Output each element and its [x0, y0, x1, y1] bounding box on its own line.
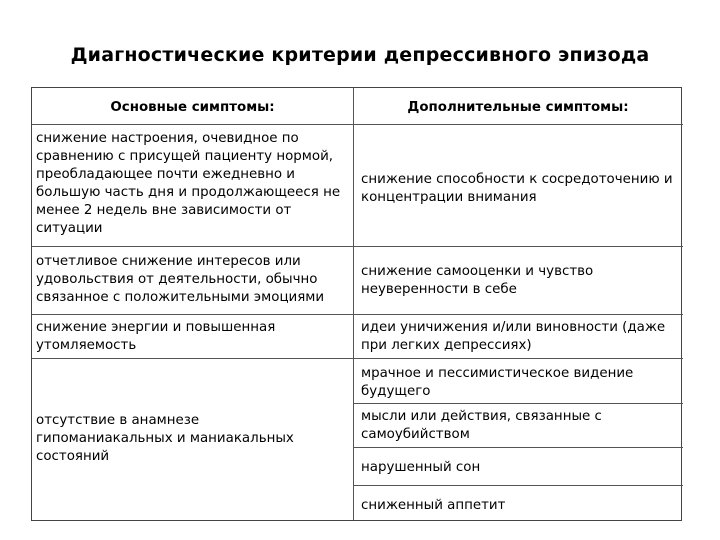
main-symptom-1: снижение настроения, очевидное по сравнению с присущей пациенту нормой, преобладающее почти ежедневно и большую часть дня и продолжающееся не менее 2 недель вне зависимости от ситуации: [36, 131, 341, 236]
row-divider: [32, 314, 683, 315]
additional-symptom-7: сниженный аппетит: [361, 498, 506, 513]
row-divider: [32, 358, 683, 359]
main-symptom-3: снижение энергии и повышенная утомляемость: [36, 320, 276, 353]
column-divider: [353, 88, 354, 520]
main-symptom-2: отчетливое снижение интересов или удовольствия от деятельности, обычно связанное с положительными эмоциями: [36, 254, 325, 305]
page-title: Диагностические критерии депрессивного эпизода: [70, 44, 650, 66]
row-divider: [32, 246, 683, 247]
header-divider: [32, 124, 683, 125]
additional-symptom-3: идеи уничижения и/или виновности (даже при легких депрессиях): [361, 320, 666, 353]
sub-row-divider: [354, 447, 683, 448]
additional-symptom-2: снижение самооценки и чувство неуверенности в себе: [361, 264, 594, 297]
main-symptom-4: отсутствие в анамнезе гипоманиакальных и маниакальных состояний: [36, 413, 294, 464]
header-additional-symptoms: Дополнительные симптомы:: [407, 100, 629, 115]
additional-symptom-4: мрачное и пессимистическое видение будущего: [361, 366, 634, 399]
sub-row-divider: [354, 403, 683, 404]
additional-symptom-5: мысли или действия, связанные с самоубийством: [361, 409, 602, 442]
criteria-table: [31, 87, 682, 521]
header-main-symptoms: Основные симптомы:: [110, 100, 275, 115]
additional-symptom-1: снижение способности к сосредоточению и концентрации внимания: [361, 172, 673, 205]
sub-row-divider: [354, 485, 683, 486]
additional-symptom-6: нарушенный сон: [361, 460, 481, 475]
